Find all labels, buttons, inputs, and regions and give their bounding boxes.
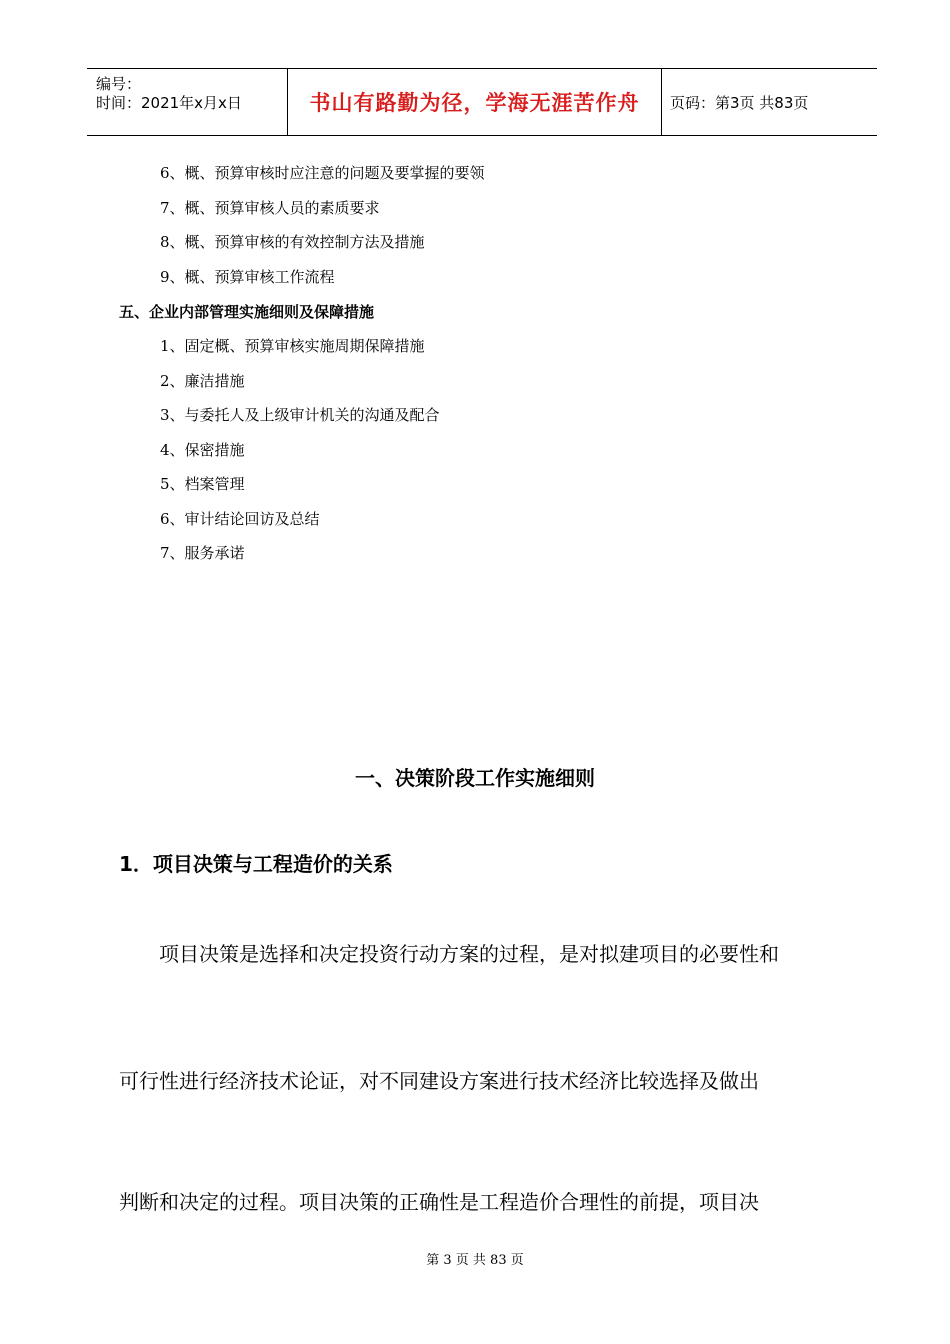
page-header [87, 68, 877, 136]
toc-item: 6、审计结论回访及总结 [160, 510, 320, 528]
toc-section-heading: 五、企业内部管理实施细则及保障措施 [119, 303, 375, 321]
toc-item: 8、概、预算审核的有效控制方法及措施 [160, 233, 425, 251]
toc-item: 2、廉洁措施 [160, 372, 245, 390]
motto-text: 书山有路勤为径，学海无涯苦作舟 [309, 91, 640, 115]
section-title: 1．项目决策与工程造价的关系 [119, 852, 393, 876]
paragraph-line: 判断和决定的过程。项目决策的正确性是工程造价合理性的前提，项目决 [119, 1190, 759, 1214]
toc-item: 6、概、预算审核时应注意的问题及要掌握的要领 [160, 164, 485, 182]
number-label: 编号： [96, 75, 142, 93]
toc-item: 3、与委托人及上级审计机关的沟通及配合 [160, 406, 440, 424]
header-info-cell [87, 69, 288, 135]
header-motto-cell [288, 69, 662, 135]
paragraph-line: 项目决策是选择和决定投资行动方案的过程，是对拟建项目的必要性和 [119, 942, 779, 966]
page-footer: 第 3 页 共 83 页 [426, 1253, 524, 1268]
header-page-cell [662, 69, 877, 135]
toc-item: 9、概、预算审核工作流程 [160, 268, 335, 286]
toc-item: 1、固定概、预算审核实施周期保障措施 [160, 337, 425, 355]
chapter-title: 一、决策阶段工作实施细则 [355, 766, 595, 790]
toc-item: 7、服务承诺 [160, 544, 245, 562]
time-label: 时间：2021年x月x日 [96, 94, 242, 112]
toc-item: 7、概、预算审核人员的素质要求 [160, 199, 380, 217]
toc-item: 5、档案管理 [160, 475, 245, 493]
toc-item: 4、保密措施 [160, 441, 245, 459]
page-label: 页码：第3页 共83页 [670, 93, 809, 112]
paragraph-line: 可行性进行经济技术论证，对不同建设方案进行技术经济比较选择及做出 [119, 1069, 759, 1093]
